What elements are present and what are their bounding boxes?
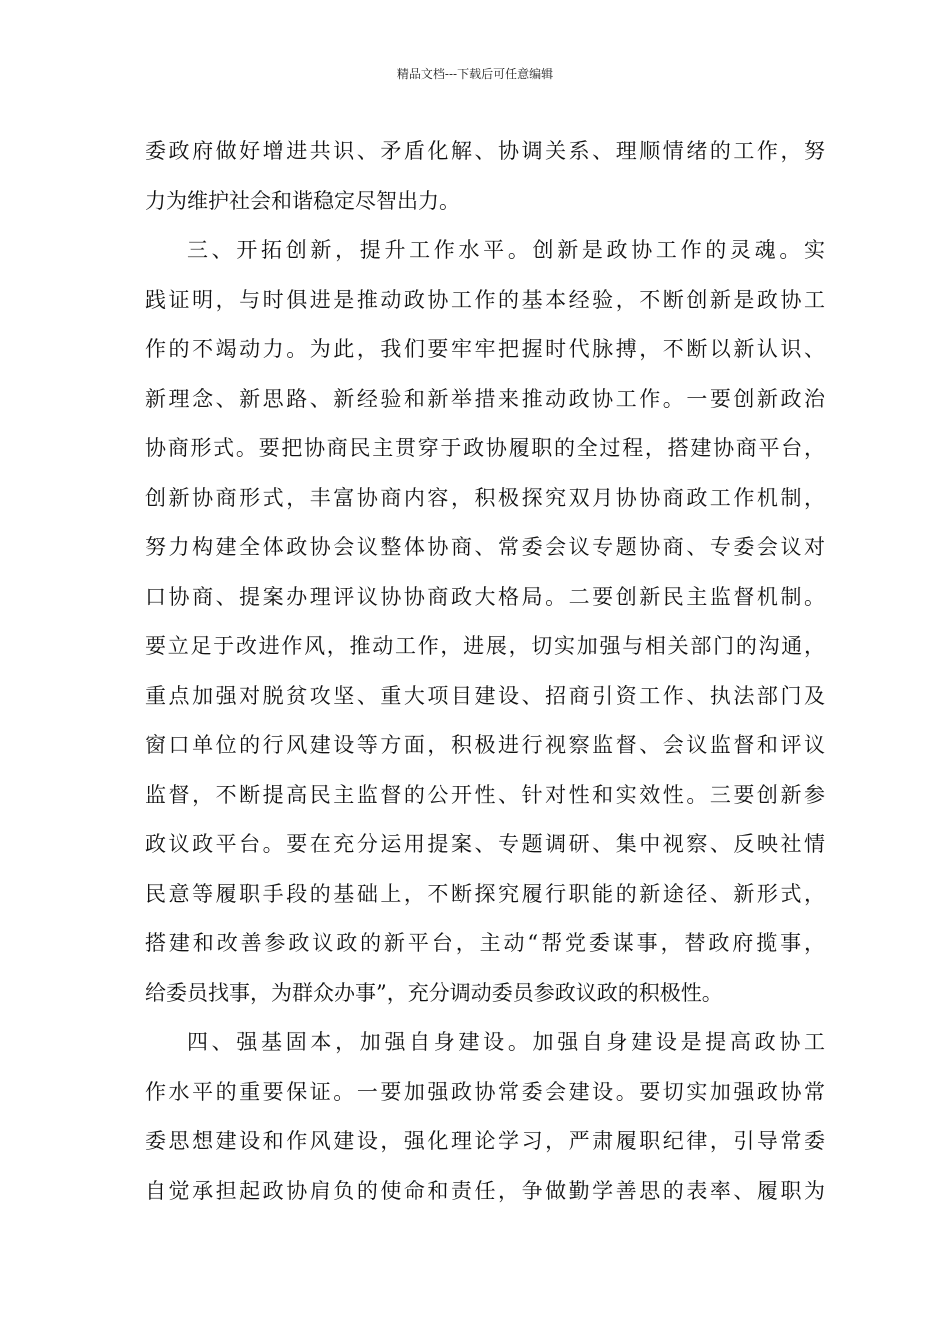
text-line: 要立足于改进作风，推动工作，进展，切实加强与相关部门的沟通， (145, 634, 825, 658)
text-line: 民意等履职手段的基础上，不断探究履行职能的新途径、新形式， (145, 881, 825, 906)
text-line: 搭建和改善参政议政的新平台，主动“帮党委谋事，替政府揽事， (145, 931, 825, 955)
text-line: 口协商、提案办理评议协协商政大格局。二要创新民主监督机制。 (145, 584, 825, 609)
text-line: 践证明，与时俱进是推动政协工作的基本经验，不断创新是政协工 (145, 287, 825, 312)
text-line: 协商形式。要把协商民主贯穿于政协履职的全过程，搭建协商平台， (145, 436, 825, 460)
text-line: 委政府做好增进共识、矛盾化解、协调关系、理顺情绪的工作，努 (145, 139, 825, 163)
text-line: 窗口单位的行风建设等方面，积极进行视察监督、会议监督和评议 (145, 733, 825, 757)
text-line: 给委员找事，为群众办事”，充分调动委员参政议政的积极性。 (145, 980, 723, 1005)
text-line: 创新协商形式，丰富协商内容，积极探究双月协协商政工作机制， (145, 485, 825, 510)
text-line: 委思想建设和作风建设，强化理论学习，严肃履职纪律，引导常委 (145, 1129, 825, 1153)
document-body (145, 135, 825, 1224)
text-line: 新理念、新思路、新经验和新举措来推动政协工作。一要创新政治 (145, 386, 825, 411)
text-line: 政议政平台。要在充分运用提案、专题调研、集中视察、反映社情 (145, 832, 825, 856)
page-header: 精品文档---下载后可任意编辑 (396, 67, 554, 81)
text-line: 重点加强对脱贫攻坚、重大项目建设、招商引资工作、执法部门及 (145, 683, 825, 708)
text-line: 自觉承担起政协肩负的使命和责任，争做勤学善思的表率、履职为 (145, 1178, 825, 1203)
text-line: 作水平的重要保证。一要加强政协常委会建设。要切实加强政协常 (145, 1079, 825, 1104)
text-line: 监督，不断提高民主监督的公开性、针对性和实效性。三要创新参 (145, 782, 825, 807)
text-line: 努力构建全体政协会议整体协商、常委会议专题协商、专委会议对 (145, 535, 825, 559)
text-line: 三、开拓创新，提升工作水平。创新是政协工作的灵魂。实 (187, 238, 825, 262)
text-line: 作的不竭动力。为此，我们要牢牢把握时代脉搏，不断以新认识、 (145, 337, 825, 361)
text-line: 四、强基固本，加强自身建设。加强自身建设是提高政协工 (187, 1030, 825, 1054)
text-line: 力为维护社会和谐稳定尽智出力。 (145, 188, 460, 213)
